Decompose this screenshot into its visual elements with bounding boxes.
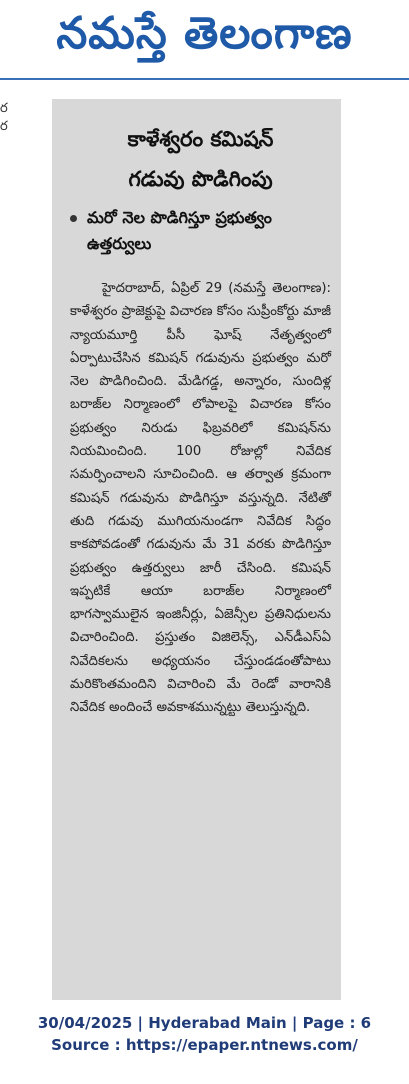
- article-paragraph: హైదరాబాద్, ఏప్రిల్ 29 (నమస్తే తెలంగాణ): కాళేశ్వరం ప్రాజెక్టుపై విచారణ కోసం సుప్రీంకోర్టు మాజీ న్యాయమూర్తి పీసీ ఘోష్ నేతృత్వంలో ఏర్పాటుచేసిన కమిషన్ గడువును ప్రభుత్వం మరో నెల పొడిగించింది. మేడిగడ్డ, అన్నారం, సుందిళ్ల బరాజ్‌ల నిర్మాణంలో లోపాలపై విచారణ కోసం ప్రభుత్వం నిరుడు ఫిబ్రవరిలో కమిషన్‌ను నియమించింది. 100 రోజుల్లో నివేదిక సమర్పించాలని సూచించింది. ఆ తర్వాత క్రమంగా కమిషన్ గడువును పొడిగిస్తూ వస్తున్నది. నేటితో తుది గడువు ముగియనుండగా నివేదిక సిద్ధం కాకపోవడంతో గడువును మే 31 వరకు పొడిగిస్తూ ప్రభుత్వం ఉత్తర్వులు జారీ చేసింది. కమిషన్ ఇప్పటికే ఆయా బరాజ్‌ల నిర్మాణంలో భాగస్వాములైన ఇంజినీర్లు, ఏజెన్సీల ప్రతినిధులను విచారించింది. ప్రస్తుతం విజిలెన్స్, ఎన్‌డీఎస్‌ఏ నివేదికలను అధ్యయనం చేస్తుండడంతోపాటు మరికొంతమందిని విచారించి మే రెండో వారానికి నివేదిక అందించే అవకాశమున్నట్టు తెలుస్తున్నది.: [70, 281, 331, 716]
- article-body: [70, 277, 331, 720]
- news-article: [52, 99, 341, 1000]
- subhead-text: మరో నెల పొడిగిస్తూ ప్రభుత్వం ఉత్తర్వులు: [87, 208, 272, 253]
- article-subhead: [70, 205, 331, 257]
- footer-source: Source : https://epaper.ntnews.com/: [51, 1036, 358, 1054]
- headline-line-2: గడువు పొడిగింపు: [128, 167, 273, 191]
- bullet-icon: [70, 215, 77, 222]
- footer-date-edition: 30/04/2025 | Hyderabad Main | Page : 6: [37, 1014, 372, 1032]
- masthead-logo: [0, 0, 409, 78]
- article-headline: [70, 119, 331, 199]
- masthead-title: నమస్తే తెలంగాణ: [56, 8, 353, 59]
- fragment-text-1: ర: [0, 101, 8, 116]
- page-footer: [0, 1012, 409, 1056]
- headline-line-1: కాళేశ్వరం కమిషన్: [127, 127, 274, 151]
- fragment-text-2: ర: [0, 119, 8, 134]
- masthead-divider: [0, 78, 409, 80]
- adjacent-column-fragment: [0, 100, 14, 240]
